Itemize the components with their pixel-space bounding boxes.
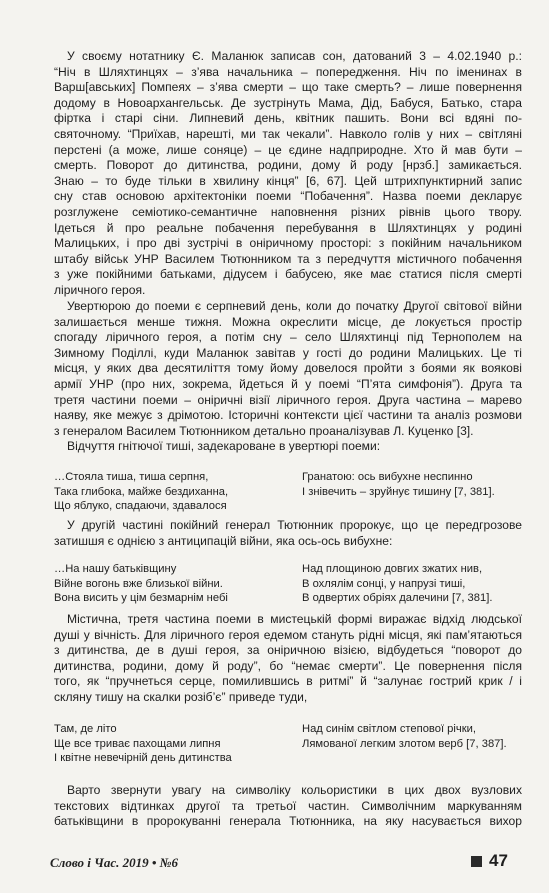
poem-line: В одвертих обріях далечини [7, 381]. — [302, 592, 493, 605]
journal-footer: Слово і Час. 2019 • №6 — [50, 855, 179, 870]
poem-line: Ще все триває пахощами липня — [54, 737, 221, 750]
text-line: святочному. “Приїхав, нарешті, ми так чекали”. Навколо голів у них – світляні — [54, 126, 522, 141]
text-line: того, як “пручнеться серце, помилившись в ритмі” й “залунає гострий крик / і — [54, 674, 522, 689]
paragraph-4 — [54, 518, 522, 549]
paragraph-1 — [54, 49, 522, 299]
poem-line: Над площиною довгих зжатих нив, — [302, 563, 483, 575]
text-line: з генералом Василем Тютюнником детально проаналізував Л. Куценко [3]. — [54, 423, 474, 438]
paragraph-6 — [54, 783, 522, 830]
text-line: затишшя є однією з антиципацій війни, яка ось-ось вибухне: — [54, 533, 393, 548]
page-number: 47 — [489, 851, 508, 870]
poem-line: Така глибока, майже бездиханна, — [54, 485, 229, 498]
poem-line: Гранатою: ось вибухне неспинно — [302, 471, 473, 483]
text-line: текстових відтинках другої та третьої частин. Символічним маркуванням — [54, 798, 522, 813]
poem-line: Вона висить у цім безмарнім небі — [54, 592, 228, 605]
poem-1-right — [302, 470, 495, 499]
poem-line: І знівечить – зруйнує тишину [7, 381]. — [302, 485, 495, 498]
poem-line: Що яблуко, спадаючи, здавалося — [54, 500, 227, 513]
text-line: третя частини поеми – оніричні візії ліричного героя. Друга частина – марево — [54, 392, 522, 407]
text-line: “Ніч в Шляхтинцях – з’ява начальника – попередження. Ніч по іменинах в — [54, 64, 522, 79]
text-line: батьківщини в пророкуванні генерала Тютюнника, на яку насувається вихор — [54, 814, 522, 829]
text-line: розглужене семіотико-семантичне наповнення різних рівнів цього твору. — [54, 204, 522, 219]
poem-3-right — [302, 722, 507, 751]
paragraph-3 — [54, 439, 522, 455]
poem-line: Над синім світлом степової річки, — [302, 723, 476, 735]
text-line: залишається менше тижня. Можна окреслити місце, де локується простір — [54, 314, 522, 329]
text-line: спогаду ліричного героя, а потім сну – село Шляхтинці під Тернополем на — [54, 330, 522, 345]
poem-line: …На нашу батьківщину — [54, 563, 177, 575]
text-line: Ідеться й про реальне побачення перебування в Шляхтинцях у родині — [54, 220, 522, 235]
text-line: Варш[авських] Помпеях – з’ява смерти – що таке смерть? – лише повернення — [54, 80, 522, 95]
paragraph-2 — [54, 299, 522, 439]
text-line: штабу військ УНР Василем Тютюнником та з передчуття містичного побачення — [54, 251, 522, 266]
poem-line: Лямованої легким злотом верб [7, 387]. — [302, 737, 507, 750]
text-line: душі у вічність. Для ліричного героя едемом стануть рідні місця, які пам’ятаються — [54, 627, 522, 642]
text-line: У своєму нотатнику Є. Маланюк записав сон, датований 3 – 4.02.1940 р.: — [67, 49, 522, 63]
paragraph-5 — [54, 612, 522, 706]
text-line: сну став основою архітектоніки поеми “Побачення”. Назва поеми декларує — [54, 189, 522, 204]
footer-square-icon — [471, 856, 482, 867]
poem-1-left — [54, 470, 228, 514]
poem-line: Війне вогонь вже близької війни. — [54, 577, 223, 590]
text-line: наяву, яке межує з дрімотою. Історичні контексти цієї частини та аналіз розмови — [54, 408, 522, 423]
poem-line: …Стояла тиша, тиша серпня, — [54, 471, 209, 483]
text-line: фіртка і старі сіни. Липневий день, квітник пашить. Вони всі вдяні по- — [54, 111, 522, 126]
poem-line: В охлялім сонці, у напрузі тиші, — [302, 577, 466, 590]
text-line: Малицьких, і про дві зустрічі в оніричному просторі: з покійним начальником — [54, 236, 522, 251]
poem-line: І квітне невечірній день дитинства — [54, 752, 232, 765]
text-line: перстені (а може, лише соняце) – це єдине надприродне. Хто й мав бути – — [54, 142, 522, 157]
poem-line: Там, де літо — [54, 723, 117, 735]
text-line: У другій частині покійний генерал Тютюнник пророкує, що це передгрозове — [67, 518, 522, 532]
text-line: дитинства, родини, дому й роду”, бо “немає смерти”. Це повернення після — [54, 658, 522, 673]
poem-3-left — [54, 722, 232, 766]
text-line: скляну тишу на скалки розіб’є” приведе туди, — [54, 689, 308, 704]
text-line: Увертюрою до поеми є серпневий день, коли до початку Другої світової війни — [67, 299, 522, 313]
text-line: Зимному Поділлі, куди Маланюк завітав у гості до родини Малицьких. Це ті — [54, 345, 522, 360]
text-line: смерть. Поворот до дитинства, родини, дому й роду [нрзб.] замикається. — [54, 158, 522, 173]
text-line: Містична, третя частина поеми в мистецькій формі виражає відхід людської — [67, 612, 522, 626]
poem-2-left — [54, 562, 228, 606]
text-line: Варто звернути увагу на символіку кольористики в цих двох вузлових — [67, 783, 522, 797]
poem-2-right — [302, 562, 492, 606]
text-line: ліричного героя. — [54, 282, 146, 297]
text-line: армії УНР (про них, зокрема, йдеться й у поемі “П’ята симфонія”). Друга та — [54, 376, 522, 391]
text-line: з уже покійними батьками, дідусем і бабусею, яке має статися після смерті — [54, 267, 522, 282]
text-line: з дитинства, де в душі героя, за оніричною візією, відбудеться “поворот до — [54, 643, 522, 658]
text-line: Відчуття гнітючої тиші, задекароване в увертюрі поеми: — [67, 439, 381, 453]
text-line: додому в Новоархангельськ. Де зустрінуть Мама, Дід, Бабуся, Батько, стара — [54, 95, 522, 110]
text-line: місця, у яких два десятиліття тому йому довелося пройти з боями як воякові — [54, 361, 522, 376]
text-line: Знаю – то буде тільки в хвилину кінця” [6, 67]. Цей штрихпунктирний запис — [54, 173, 522, 188]
